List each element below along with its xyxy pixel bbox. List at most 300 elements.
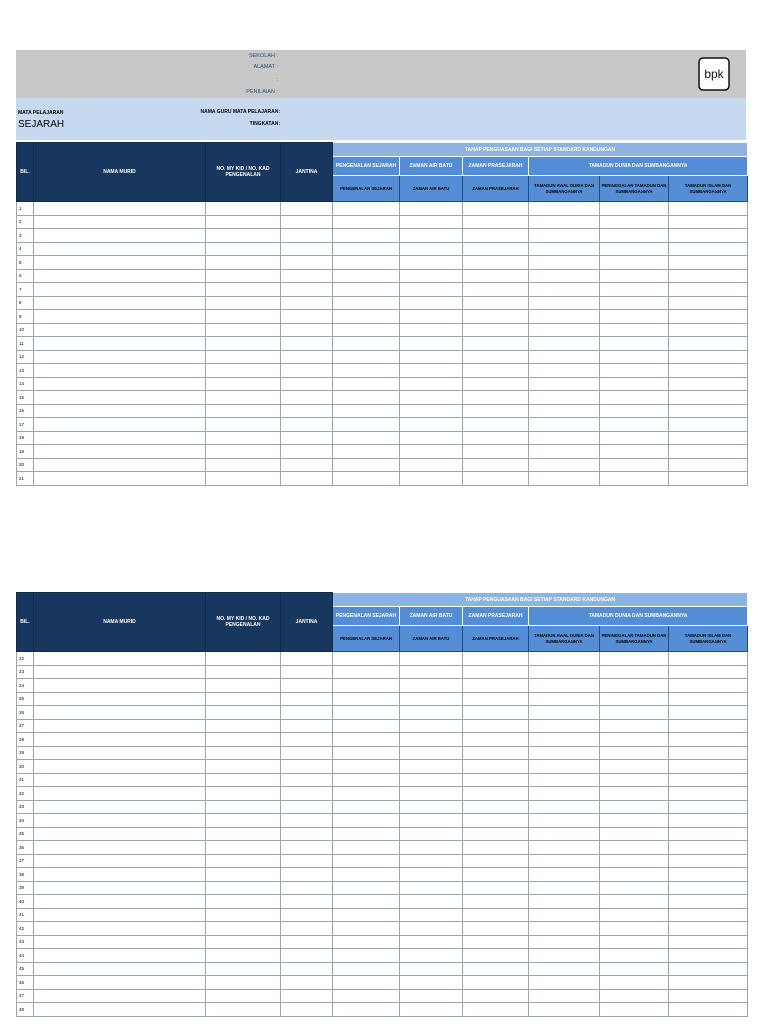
empty-cell[interactable]	[463, 841, 529, 855]
empty-cell[interactable]	[600, 733, 669, 747]
empty-cell[interactable]	[600, 922, 669, 936]
empty-cell[interactable]	[333, 323, 400, 337]
empty-cell[interactable]	[669, 976, 748, 990]
empty-cell[interactable]	[281, 391, 333, 405]
empty-cell[interactable]	[400, 418, 463, 432]
empty-cell[interactable]	[529, 350, 600, 364]
empty-cell[interactable]	[333, 827, 400, 841]
empty-cell[interactable]	[206, 949, 281, 963]
empty-cell[interactable]	[669, 787, 748, 801]
empty-cell[interactable]	[529, 787, 600, 801]
empty-cell[interactable]	[206, 431, 281, 445]
empty-cell[interactable]	[333, 949, 400, 963]
empty-cell[interactable]	[463, 445, 529, 459]
empty-cell[interactable]	[463, 827, 529, 841]
empty-cell[interactable]	[333, 215, 400, 229]
empty-cell[interactable]	[669, 854, 748, 868]
empty-cell[interactable]	[529, 404, 600, 418]
empty-cell[interactable]	[463, 719, 529, 733]
empty-cell[interactable]	[600, 854, 669, 868]
empty-cell[interactable]	[669, 256, 748, 270]
empty-cell[interactable]	[333, 814, 400, 828]
empty-cell[interactable]	[34, 827, 206, 841]
empty-cell[interactable]	[281, 908, 333, 922]
empty-cell[interactable]	[34, 854, 206, 868]
empty-cell[interactable]	[529, 391, 600, 405]
empty-cell[interactable]	[600, 215, 669, 229]
empty-cell[interactable]	[400, 652, 463, 666]
empty-cell[interactable]	[600, 472, 669, 486]
empty-cell[interactable]	[206, 364, 281, 378]
empty-cell[interactable]	[669, 404, 748, 418]
empty-cell[interactable]	[600, 652, 669, 666]
empty-cell[interactable]	[333, 733, 400, 747]
empty-cell[interactable]	[206, 935, 281, 949]
empty-cell[interactable]	[281, 841, 333, 855]
empty-cell[interactable]	[400, 377, 463, 391]
empty-cell[interactable]	[463, 679, 529, 693]
empty-cell[interactable]	[333, 800, 400, 814]
empty-cell[interactable]	[529, 1003, 600, 1017]
empty-cell[interactable]	[333, 679, 400, 693]
empty-cell[interactable]	[400, 665, 463, 679]
empty-cell[interactable]	[463, 908, 529, 922]
empty-cell[interactable]	[400, 760, 463, 774]
empty-cell[interactable]	[400, 949, 463, 963]
empty-cell[interactable]	[529, 665, 600, 679]
empty-cell[interactable]	[281, 760, 333, 774]
empty-cell[interactable]	[400, 719, 463, 733]
empty-cell[interactable]	[206, 296, 281, 310]
empty-cell[interactable]	[206, 445, 281, 459]
empty-cell[interactable]	[600, 391, 669, 405]
empty-cell[interactable]	[529, 976, 600, 990]
empty-cell[interactable]	[529, 760, 600, 774]
empty-cell[interactable]	[463, 364, 529, 378]
empty-cell[interactable]	[281, 242, 333, 256]
empty-cell[interactable]	[600, 1003, 669, 1017]
empty-cell[interactable]	[333, 706, 400, 720]
empty-cell[interactable]	[34, 746, 206, 760]
empty-cell[interactable]	[400, 827, 463, 841]
empty-cell[interactable]	[281, 445, 333, 459]
empty-cell[interactable]	[669, 773, 748, 787]
empty-cell[interactable]	[463, 854, 529, 868]
empty-cell[interactable]	[463, 323, 529, 337]
empty-cell[interactable]	[669, 364, 748, 378]
empty-cell[interactable]	[463, 337, 529, 351]
empty-cell[interactable]	[669, 472, 748, 486]
empty-cell[interactable]	[669, 269, 748, 283]
empty-cell[interactable]	[529, 746, 600, 760]
empty-cell[interactable]	[600, 895, 669, 909]
empty-cell[interactable]	[669, 310, 748, 324]
empty-cell[interactable]	[34, 733, 206, 747]
empty-cell[interactable]	[463, 256, 529, 270]
empty-cell[interactable]	[333, 472, 400, 486]
empty-cell[interactable]	[400, 841, 463, 855]
empty-cell[interactable]	[34, 719, 206, 733]
empty-cell[interactable]	[600, 935, 669, 949]
empty-cell[interactable]	[529, 445, 600, 459]
empty-cell[interactable]	[333, 868, 400, 882]
empty-cell[interactable]	[281, 895, 333, 909]
empty-cell[interactable]	[333, 418, 400, 432]
empty-cell[interactable]	[281, 787, 333, 801]
empty-cell[interactable]	[400, 391, 463, 405]
empty-cell[interactable]	[463, 377, 529, 391]
empty-cell[interactable]	[333, 431, 400, 445]
empty-cell[interactable]	[463, 881, 529, 895]
empty-cell[interactable]	[669, 733, 748, 747]
empty-cell[interactable]	[333, 881, 400, 895]
empty-cell[interactable]	[669, 283, 748, 297]
empty-cell[interactable]	[529, 989, 600, 1003]
empty-cell[interactable]	[34, 445, 206, 459]
empty-cell[interactable]	[463, 229, 529, 243]
empty-cell[interactable]	[281, 800, 333, 814]
empty-cell[interactable]	[600, 256, 669, 270]
empty-cell[interactable]	[333, 692, 400, 706]
empty-cell[interactable]	[400, 242, 463, 256]
empty-cell[interactable]	[529, 256, 600, 270]
empty-cell[interactable]	[206, 283, 281, 297]
empty-cell[interactable]	[463, 692, 529, 706]
empty-cell[interactable]	[206, 841, 281, 855]
empty-cell[interactable]	[463, 922, 529, 936]
empty-cell[interactable]	[281, 431, 333, 445]
empty-cell[interactable]	[600, 962, 669, 976]
empty-cell[interactable]	[333, 391, 400, 405]
empty-cell[interactable]	[669, 989, 748, 1003]
empty-cell[interactable]	[206, 323, 281, 337]
empty-cell[interactable]	[281, 679, 333, 693]
empty-cell[interactable]	[34, 935, 206, 949]
empty-cell[interactable]	[529, 296, 600, 310]
empty-cell[interactable]	[281, 296, 333, 310]
empty-cell[interactable]	[281, 337, 333, 351]
empty-cell[interactable]	[600, 283, 669, 297]
empty-cell[interactable]	[400, 800, 463, 814]
empty-cell[interactable]	[333, 746, 400, 760]
empty-cell[interactable]	[463, 976, 529, 990]
empty-cell[interactable]	[34, 949, 206, 963]
empty-cell[interactable]	[34, 800, 206, 814]
empty-cell[interactable]	[281, 310, 333, 324]
empty-cell[interactable]	[400, 296, 463, 310]
empty-cell[interactable]	[206, 458, 281, 472]
empty-cell[interactable]	[600, 458, 669, 472]
empty-cell[interactable]	[34, 665, 206, 679]
empty-cell[interactable]	[529, 202, 600, 216]
empty-cell[interactable]	[463, 935, 529, 949]
empty-cell[interactable]	[333, 760, 400, 774]
empty-cell[interactable]	[281, 827, 333, 841]
empty-cell[interactable]	[333, 310, 400, 324]
empty-cell[interactable]	[206, 679, 281, 693]
empty-cell[interactable]	[600, 296, 669, 310]
empty-cell[interactable]	[333, 719, 400, 733]
empty-cell[interactable]	[34, 269, 206, 283]
empty-cell[interactable]	[34, 652, 206, 666]
empty-cell[interactable]	[34, 283, 206, 297]
empty-cell[interactable]	[206, 202, 281, 216]
empty-cell[interactable]	[600, 364, 669, 378]
empty-cell[interactable]	[529, 706, 600, 720]
empty-cell[interactable]	[463, 296, 529, 310]
empty-cell[interactable]	[463, 1003, 529, 1017]
empty-cell[interactable]	[529, 935, 600, 949]
empty-cell[interactable]	[400, 1003, 463, 1017]
empty-cell[interactable]	[34, 215, 206, 229]
empty-cell[interactable]	[600, 760, 669, 774]
empty-cell[interactable]	[529, 827, 600, 841]
empty-cell[interactable]	[333, 787, 400, 801]
empty-cell[interactable]	[669, 350, 748, 364]
empty-cell[interactable]	[281, 269, 333, 283]
empty-cell[interactable]	[34, 679, 206, 693]
empty-cell[interactable]	[600, 431, 669, 445]
empty-cell[interactable]	[529, 908, 600, 922]
empty-cell[interactable]	[669, 881, 748, 895]
empty-cell[interactable]	[463, 760, 529, 774]
empty-cell[interactable]	[400, 679, 463, 693]
empty-cell[interactable]	[206, 881, 281, 895]
empty-cell[interactable]	[34, 202, 206, 216]
empty-cell[interactable]	[669, 445, 748, 459]
empty-cell[interactable]	[333, 364, 400, 378]
empty-cell[interactable]	[600, 242, 669, 256]
empty-cell[interactable]	[206, 814, 281, 828]
empty-cell[interactable]	[529, 364, 600, 378]
empty-cell[interactable]	[529, 242, 600, 256]
empty-cell[interactable]	[600, 989, 669, 1003]
empty-cell[interactable]	[333, 296, 400, 310]
empty-cell[interactable]	[669, 242, 748, 256]
empty-cell[interactable]	[281, 773, 333, 787]
empty-cell[interactable]	[463, 458, 529, 472]
empty-cell[interactable]	[400, 458, 463, 472]
empty-cell[interactable]	[600, 841, 669, 855]
empty-cell[interactable]	[34, 976, 206, 990]
empty-cell[interactable]	[529, 679, 600, 693]
empty-cell[interactable]	[281, 458, 333, 472]
empty-cell[interactable]	[400, 895, 463, 909]
empty-cell[interactable]	[669, 692, 748, 706]
empty-cell[interactable]	[463, 814, 529, 828]
empty-cell[interactable]	[206, 692, 281, 706]
empty-cell[interactable]	[600, 202, 669, 216]
empty-cell[interactable]	[529, 431, 600, 445]
empty-cell[interactable]	[400, 337, 463, 351]
empty-cell[interactable]	[400, 854, 463, 868]
empty-cell[interactable]	[281, 949, 333, 963]
empty-cell[interactable]	[333, 445, 400, 459]
empty-cell[interactable]	[34, 908, 206, 922]
empty-cell[interactable]	[463, 431, 529, 445]
empty-cell[interactable]	[463, 269, 529, 283]
empty-cell[interactable]	[463, 665, 529, 679]
empty-cell[interactable]	[600, 814, 669, 828]
empty-cell[interactable]	[281, 283, 333, 297]
empty-cell[interactable]	[281, 881, 333, 895]
empty-cell[interactable]	[400, 962, 463, 976]
empty-cell[interactable]	[529, 922, 600, 936]
empty-cell[interactable]	[34, 310, 206, 324]
empty-cell[interactable]	[669, 229, 748, 243]
empty-cell[interactable]	[333, 989, 400, 1003]
empty-cell[interactable]	[34, 391, 206, 405]
empty-cell[interactable]	[463, 800, 529, 814]
empty-cell[interactable]	[669, 895, 748, 909]
empty-cell[interactable]	[529, 310, 600, 324]
empty-cell[interactable]	[600, 827, 669, 841]
empty-cell[interactable]	[529, 652, 600, 666]
empty-cell[interactable]	[333, 202, 400, 216]
empty-cell[interactable]	[34, 787, 206, 801]
empty-cell[interactable]	[281, 364, 333, 378]
empty-cell[interactable]	[400, 283, 463, 297]
empty-cell[interactable]	[34, 773, 206, 787]
empty-cell[interactable]	[34, 989, 206, 1003]
empty-cell[interactable]	[463, 787, 529, 801]
empty-cell[interactable]	[463, 962, 529, 976]
empty-cell[interactable]	[206, 269, 281, 283]
empty-cell[interactable]	[463, 733, 529, 747]
empty-cell[interactable]	[333, 841, 400, 855]
empty-cell[interactable]	[529, 962, 600, 976]
empty-cell[interactable]	[529, 949, 600, 963]
empty-cell[interactable]	[400, 445, 463, 459]
empty-cell[interactable]	[281, 350, 333, 364]
empty-cell[interactable]	[669, 679, 748, 693]
empty-cell[interactable]	[206, 719, 281, 733]
empty-cell[interactable]	[281, 692, 333, 706]
empty-cell[interactable]	[206, 706, 281, 720]
empty-cell[interactable]	[600, 976, 669, 990]
empty-cell[interactable]	[206, 800, 281, 814]
empty-cell[interactable]	[281, 719, 333, 733]
empty-cell[interactable]	[400, 323, 463, 337]
empty-cell[interactable]	[529, 377, 600, 391]
empty-cell[interactable]	[669, 652, 748, 666]
empty-cell[interactable]	[281, 652, 333, 666]
empty-cell[interactable]	[206, 350, 281, 364]
empty-cell[interactable]	[34, 881, 206, 895]
empty-cell[interactable]	[669, 215, 748, 229]
empty-cell[interactable]	[400, 814, 463, 828]
empty-cell[interactable]	[206, 652, 281, 666]
empty-cell[interactable]	[400, 404, 463, 418]
empty-cell[interactable]	[400, 692, 463, 706]
empty-cell[interactable]	[206, 418, 281, 432]
empty-cell[interactable]	[463, 895, 529, 909]
empty-cell[interactable]	[600, 229, 669, 243]
empty-cell[interactable]	[34, 242, 206, 256]
empty-cell[interactable]	[669, 665, 748, 679]
empty-cell[interactable]	[281, 404, 333, 418]
empty-cell[interactable]	[400, 706, 463, 720]
empty-cell[interactable]	[463, 310, 529, 324]
empty-cell[interactable]	[333, 377, 400, 391]
empty-cell[interactable]	[529, 323, 600, 337]
empty-cell[interactable]	[400, 202, 463, 216]
empty-cell[interactable]	[333, 350, 400, 364]
empty-cell[interactable]	[600, 350, 669, 364]
empty-cell[interactable]	[206, 472, 281, 486]
empty-cell[interactable]	[669, 746, 748, 760]
empty-cell[interactable]	[400, 868, 463, 882]
empty-cell[interactable]	[669, 202, 748, 216]
empty-cell[interactable]	[34, 404, 206, 418]
empty-cell[interactable]	[600, 787, 669, 801]
empty-cell[interactable]	[600, 706, 669, 720]
empty-cell[interactable]	[529, 868, 600, 882]
empty-cell[interactable]	[206, 377, 281, 391]
empty-cell[interactable]	[333, 269, 400, 283]
empty-cell[interactable]	[281, 922, 333, 936]
empty-cell[interactable]	[463, 283, 529, 297]
empty-cell[interactable]	[600, 746, 669, 760]
empty-cell[interactable]	[333, 854, 400, 868]
empty-cell[interactable]	[333, 935, 400, 949]
empty-cell[interactable]	[669, 706, 748, 720]
empty-cell[interactable]	[463, 989, 529, 1003]
empty-cell[interactable]	[669, 827, 748, 841]
empty-cell[interactable]	[281, 1003, 333, 1017]
empty-cell[interactable]	[281, 229, 333, 243]
empty-cell[interactable]	[600, 665, 669, 679]
empty-cell[interactable]	[669, 800, 748, 814]
empty-cell[interactable]	[34, 841, 206, 855]
empty-cell[interactable]	[281, 976, 333, 990]
empty-cell[interactable]	[600, 881, 669, 895]
empty-cell[interactable]	[34, 472, 206, 486]
empty-cell[interactable]	[333, 1003, 400, 1017]
empty-cell[interactable]	[463, 706, 529, 720]
empty-cell[interactable]	[281, 472, 333, 486]
empty-cell[interactable]	[333, 962, 400, 976]
empty-cell[interactable]	[600, 310, 669, 324]
empty-cell[interactable]	[669, 760, 748, 774]
empty-cell[interactable]	[600, 908, 669, 922]
empty-cell[interactable]	[34, 814, 206, 828]
empty-cell[interactable]	[600, 323, 669, 337]
empty-cell[interactable]	[400, 976, 463, 990]
empty-cell[interactable]	[281, 746, 333, 760]
empty-cell[interactable]	[206, 229, 281, 243]
empty-cell[interactable]	[669, 391, 748, 405]
empty-cell[interactable]	[206, 854, 281, 868]
empty-cell[interactable]	[669, 458, 748, 472]
empty-cell[interactable]	[206, 665, 281, 679]
empty-cell[interactable]	[400, 989, 463, 1003]
empty-cell[interactable]	[281, 962, 333, 976]
empty-cell[interactable]	[463, 350, 529, 364]
empty-cell[interactable]	[463, 472, 529, 486]
empty-cell[interactable]	[206, 787, 281, 801]
empty-cell[interactable]	[281, 989, 333, 1003]
empty-cell[interactable]	[463, 746, 529, 760]
empty-cell[interactable]	[463, 773, 529, 787]
empty-cell[interactable]	[281, 868, 333, 882]
empty-cell[interactable]	[34, 364, 206, 378]
empty-cell[interactable]	[463, 404, 529, 418]
empty-cell[interactable]	[529, 733, 600, 747]
empty-cell[interactable]	[669, 908, 748, 922]
empty-cell[interactable]	[600, 679, 669, 693]
empty-cell[interactable]	[463, 652, 529, 666]
